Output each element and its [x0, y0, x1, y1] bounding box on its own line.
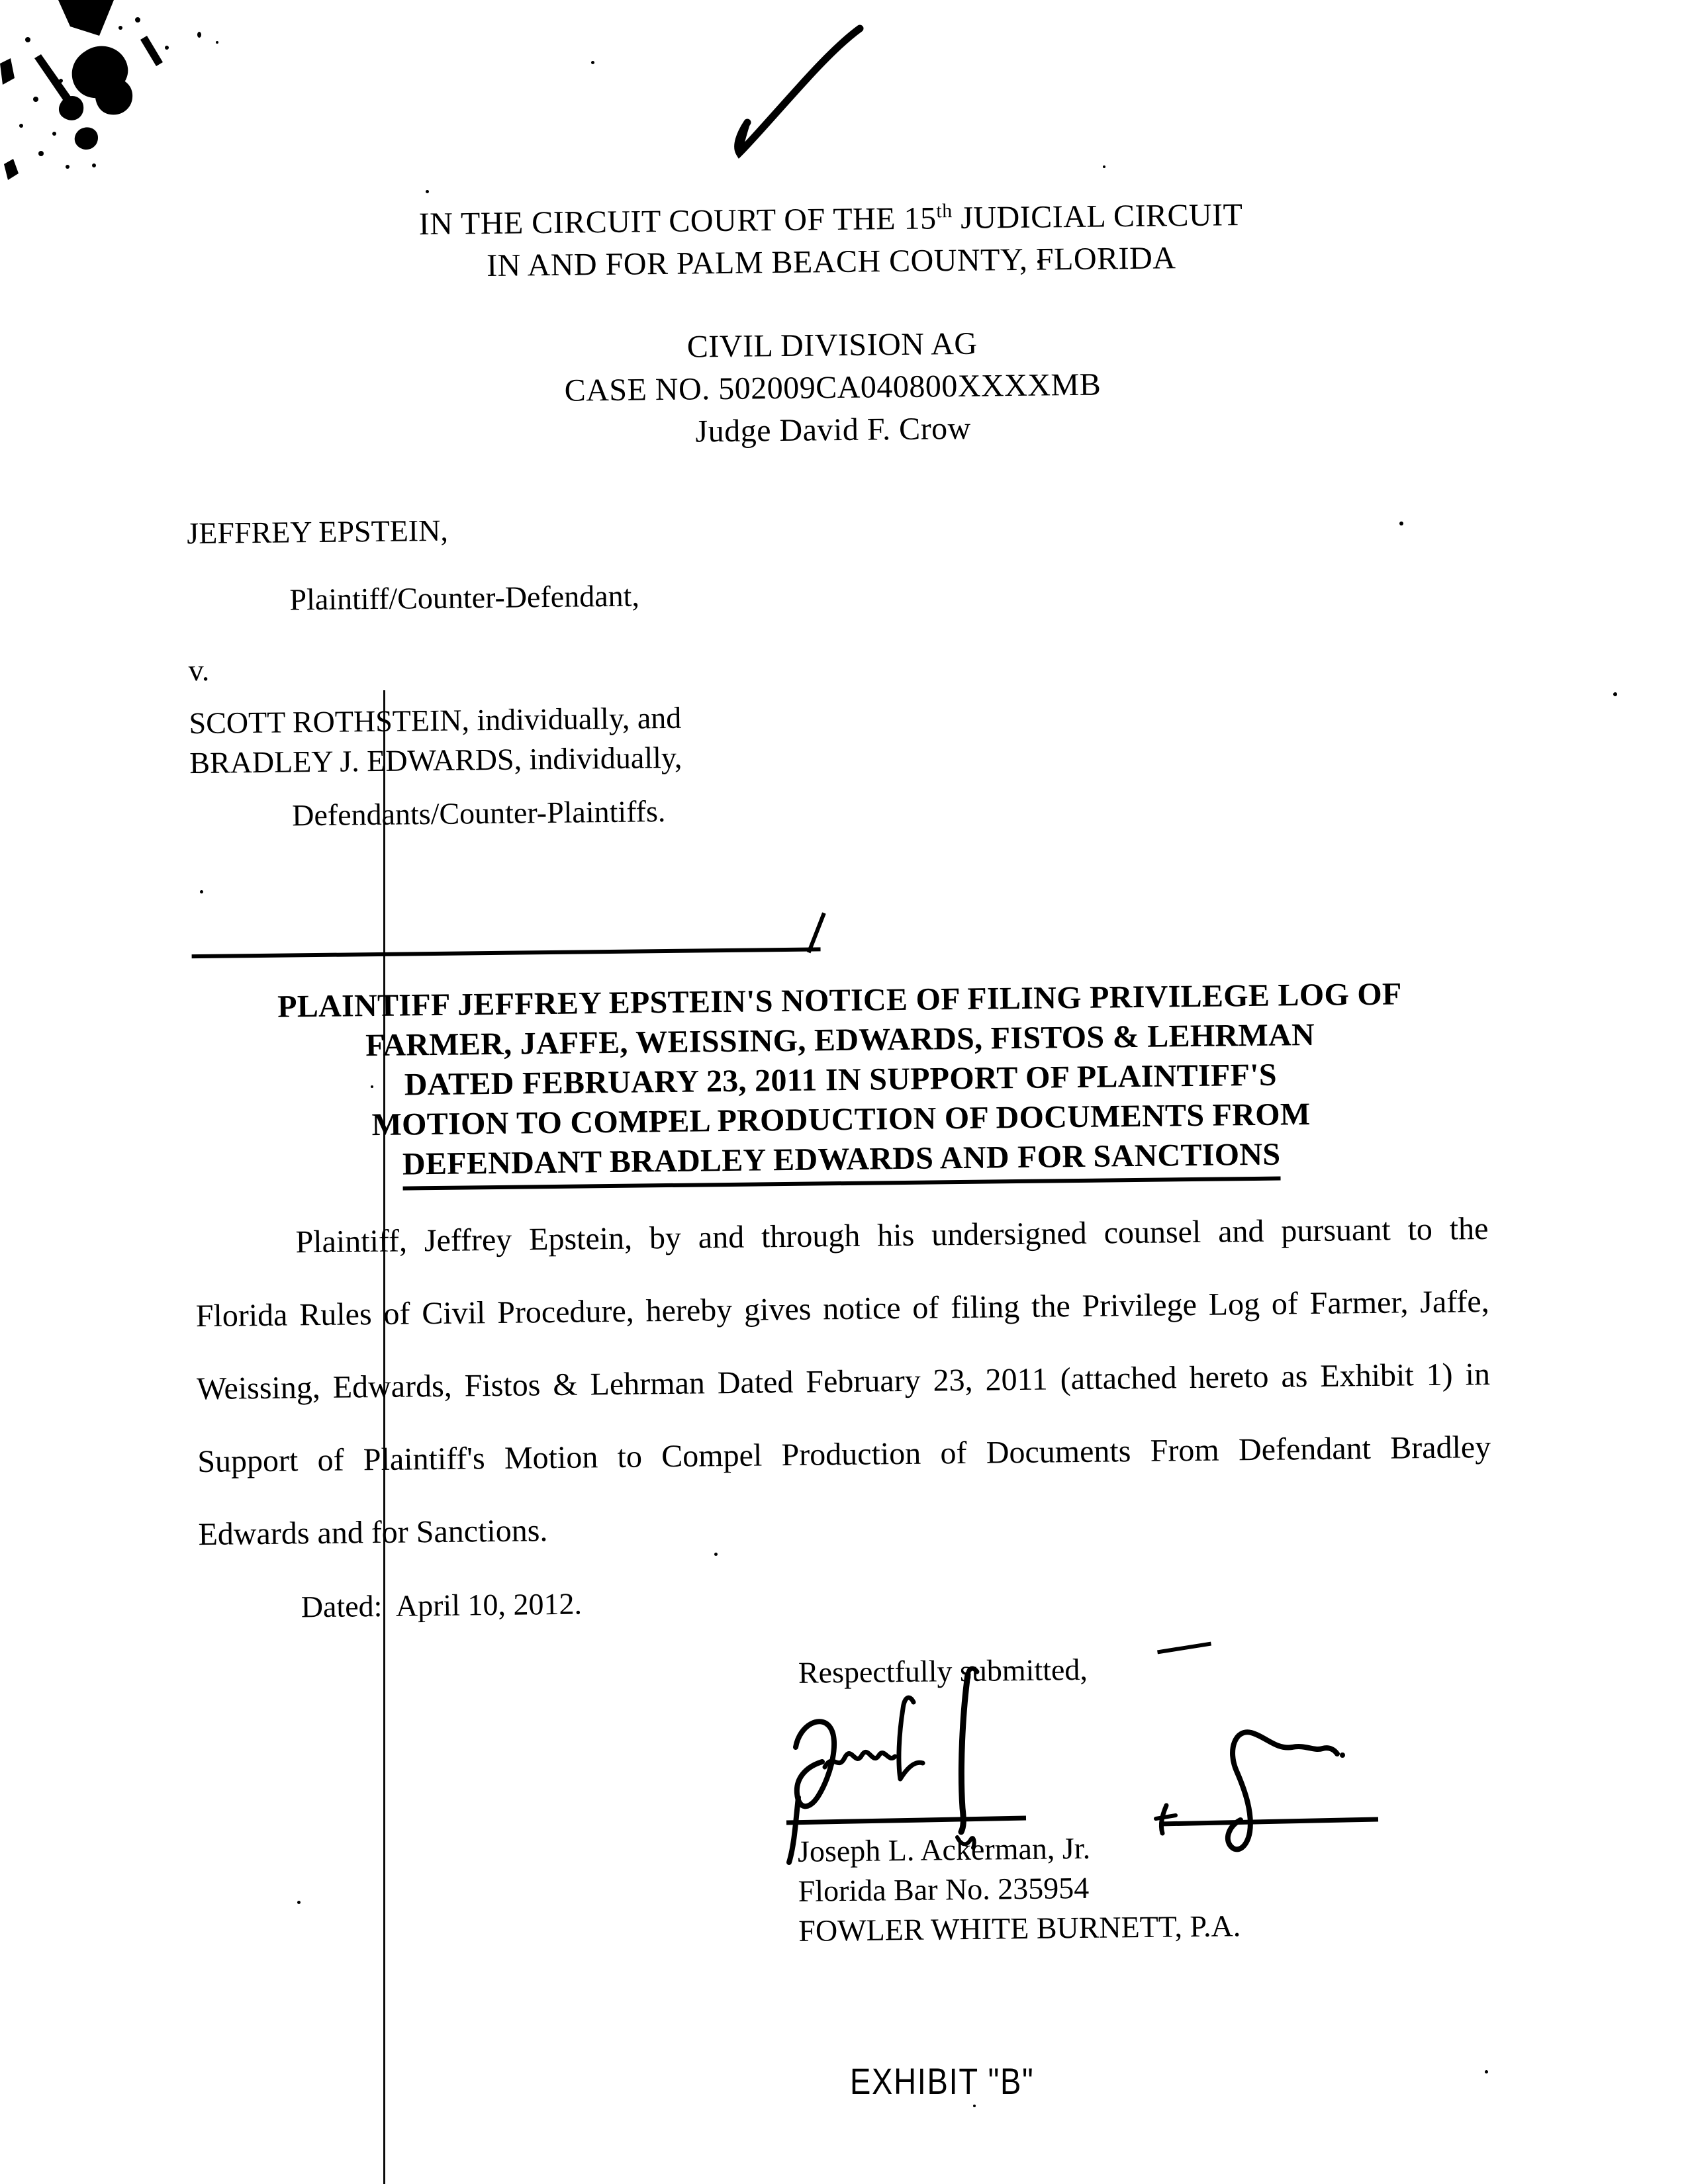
defendant-line-2: BRADLEY J. EDWARDS, individually,	[189, 740, 682, 780]
court-name-line1: IN THE CIRCUIT COURT OF THE 15th JUDICIAL CIRCUIT	[418, 197, 1243, 242]
plaintiff-role: Plaintiff/Counter-Defendant,	[289, 578, 640, 617]
body-line: Support of Plaintiff's Motion to Compel Production of Documents From Defendant Bradley	[197, 1429, 1491, 1480]
exhibit-stamp: EXHIBIT "B"	[850, 2060, 1035, 2102]
secondary-signature	[1145, 1714, 1390, 1870]
ordinal-superscript: th	[936, 200, 953, 222]
body-paragraph	[195, 1210, 1492, 1589]
versus-label: v.	[188, 653, 210, 688]
title-line: FARMER, JAFFE, WEISSING, EDWARDS, FISTOS & LEHRMAN	[365, 1017, 1315, 1064]
document-title	[192, 974, 1489, 1193]
court-header	[183, 191, 1479, 291]
attorney-name: Joseph L. Ackerman, Jr.	[797, 1831, 1091, 1868]
case-number-line: CASE NO. 502009CA040800XXXXMB	[564, 367, 1102, 408]
case-info	[185, 317, 1481, 459]
date-line: Dated: April 10, 2012.	[301, 1586, 583, 1624]
firm-name: FOWLER WHITE BURNETT, P.A.	[798, 1909, 1241, 1948]
caption-separator-line	[192, 947, 821, 958]
body-line: Plaintiff, Jeffrey Epstein, by and through his undersigned counsel and pursuant to the	[295, 1210, 1489, 1260]
defendants-role: Defendants/Counter-Plaintiffs.	[291, 794, 666, 833]
respectfully-submitted-line: Respectfully submitted,	[798, 1652, 1088, 1690]
title-line: MOTION TO COMPEL PRODUCTION OF DOCUMENTS FROM	[371, 1097, 1311, 1143]
division-line: CIVIL DIVISION AG	[686, 326, 978, 365]
attorney-signature	[761, 1648, 1059, 1873]
title-line-underlined: DEFENDANT BRADLEY EDWARDS AND FOR SANCTIONS	[194, 1132, 1489, 1193]
defendant-line-1: SCOTT ROTHSTEIN, individually, and	[189, 700, 682, 741]
title-line: DATED FEBRUARY 23, 2011 IN SUPPORT OF PLAINTIFF'S	[404, 1057, 1278, 1103]
bar-number: Florida Bar No. 235954	[798, 1870, 1090, 1908]
plaintiff-name: JEFFREY EPSTEIN,	[187, 513, 449, 551]
title-line: PLAINTIFF JEFFREY EPSTEIN'S NOTICE OF FILING PRIVILEGE LOG OF	[277, 976, 1402, 1024]
judge-line: Judge David F. Crow	[695, 410, 972, 449]
body-line: Florida Rules of Civil Procedure, hereby gives notice of filing the Privilege Log of Farmer, Jaffe,	[195, 1283, 1489, 1334]
court-name-line2: IN AND FOR PALM BEACH COUNTY, FLORIDA	[486, 240, 1176, 284]
body-line: Weissing, Edwards, Fistos & Lehrman Dated February 23, 2011 (attached hereto as Exhibit 1) in	[196, 1356, 1491, 1407]
body-line: Edwards and for Sanctions.	[198, 1513, 548, 1553]
